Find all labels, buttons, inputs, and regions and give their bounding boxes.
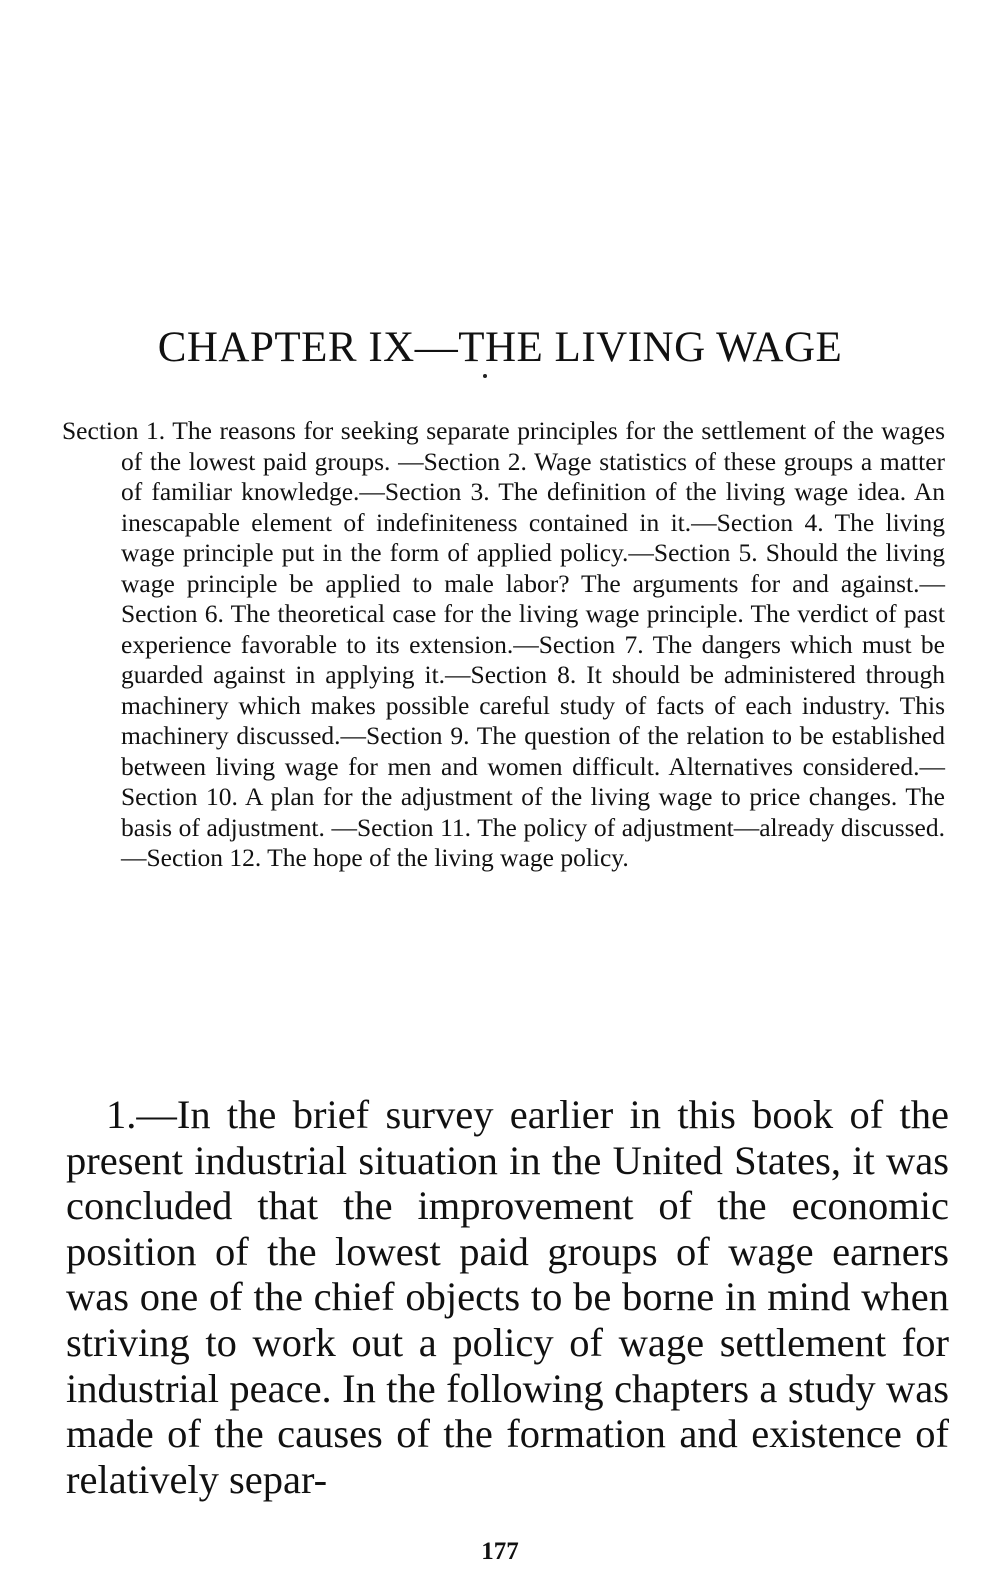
body-paragraph: 1.—In the brief survey earlier in this book of the present industrial situation in the United States, it was concluded that the improvement of the economic position of the lowest paid groups of wage earners was one of the chief objects to be borne in mind when striving to work out a policy of wage settlement for industrial peace. In the following chapters a study was made of the causes of the formation and existence of relatively separ- [66,1092,949,1502]
title-ornament-dot [483,374,487,378]
page-number: 177 [481,1538,519,1565]
chapter-title: CHAPTER IX—THE LIVING WAGE [157,324,843,371]
chapter-synopsis: Section 1. The reasons for seeking separate principles for the settlement of the wages of the lowest paid groups. —Section 2. Wage statistics of these groups a matter of familiar knowledge.—Section 3. The definition of the living wage idea. An inescapable element of indefiniteness contained in it.—Section 4. The living wage principle put in the form of applied policy.—Section 5. Should the living wage principle be applied to male labor? The arguments for and against.—Section 6. The theoretical case for the living wage principle. The verdict of past experience favorable to its extension.—Section 7. The dangers which must be guarded against in applying it.—Section 8. It should be administered through machinery which makes possible careful study of facts of each industry. This machinery discussed.—Section 9. The question of the relation to be established between living wage for men and women difficult. Alternatives considered.—Section 10. A plan for the adjustment of the living wage to price changes. The basis of adjustment. —Section 11. The policy of adjustment—already discussed.—Section 12. The hope of the living wage policy. [62,416,945,872]
